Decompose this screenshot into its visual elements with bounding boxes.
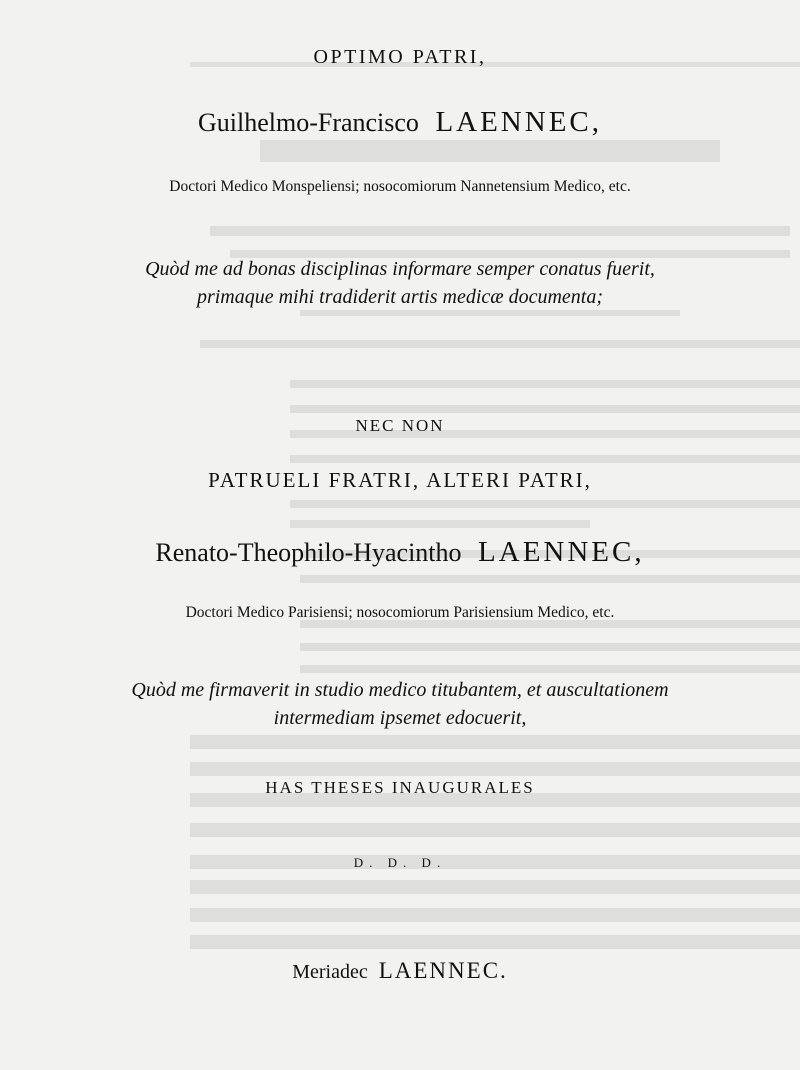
first-honoree-name (0, 106, 800, 139)
second-honoree-given-names: Renato-Theophilo-Hyacintho (155, 538, 462, 567)
first-honoree-quote-line-1: Quòd me ad bonas disciplinas informare semper conatus fuerit, (145, 258, 655, 280)
theses-heading: HAS THESES INAUGURALES (265, 778, 535, 797)
ddd-abbreviation: D. D. D. (353, 855, 447, 870)
second-honoree-surname: LAENNEC, (478, 536, 645, 568)
signer-name (0, 958, 800, 984)
nec-non-heading: NEC NON (355, 416, 445, 435)
first-honoree-given-names: Guilhelmo-Francisco (197, 108, 419, 137)
first-honoree-role: Doctori Medico Monspeliensi; nosocomiorum Nannetensium Medico, etc. (169, 178, 631, 195)
signer-given-name: Meriadec (292, 961, 368, 983)
second-honoree-quote-line-1: Quòd me firmaverit in studio medico titubantem, et auscultationem (131, 679, 669, 701)
dedication-heading: OPTIMO PATRI, (313, 46, 487, 68)
second-honoree-role: Doctori Medico Parisiensi; nosocomiorum Parisiensium Medico, etc. (185, 604, 615, 621)
signer-surname: LAENNEC. (378, 958, 508, 983)
first-honoree-quote-line-2: primaque mihi tradiderit artis medicæ documenta; (196, 286, 604, 308)
patrueli-heading: PATRUELI FRATRI, ALTERI PATRI, (208, 468, 592, 492)
first-honoree-surname: LAENNEC, (435, 106, 603, 138)
second-honoree-quote-line-2: intermediam ipsemet edocuerit, (273, 707, 527, 729)
second-honoree-name (0, 536, 800, 569)
